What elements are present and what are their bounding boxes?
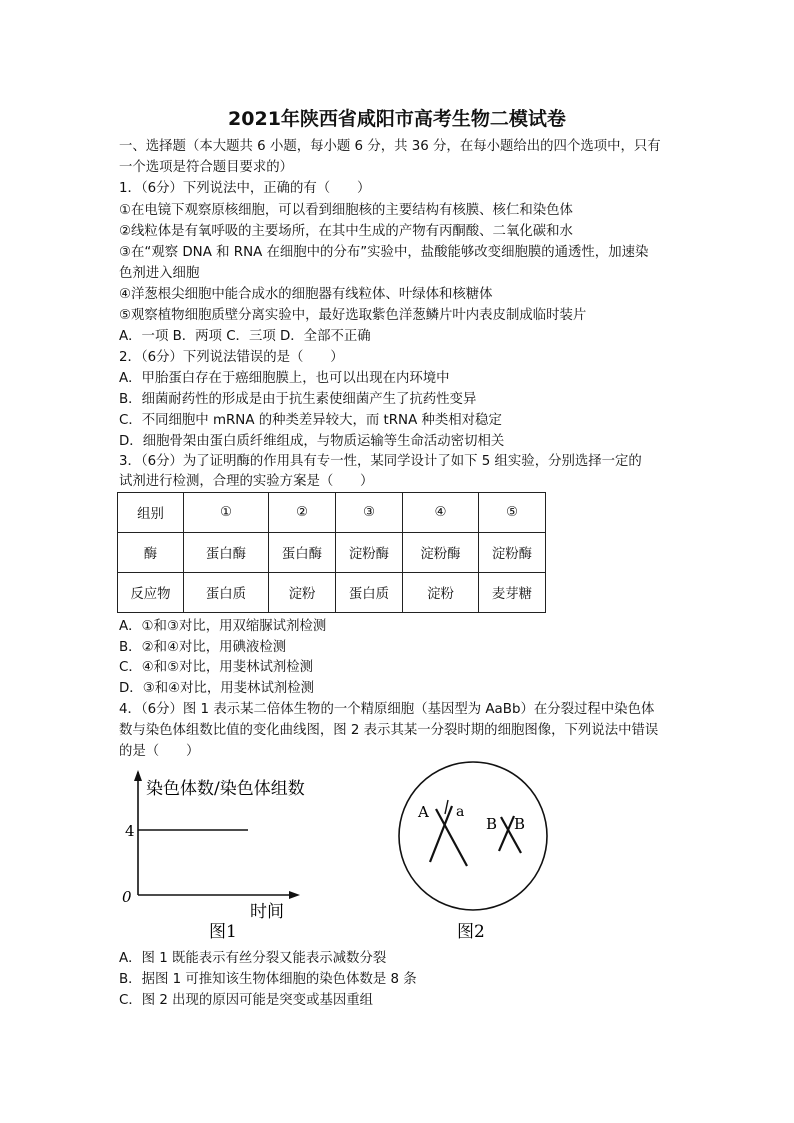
group-cell: ④ (403, 493, 479, 533)
group-cell: ③ (336, 493, 403, 533)
y-axis-arrow-icon (134, 770, 142, 781)
row-header-substrate: 反应物 (118, 573, 184, 613)
enzyme-cell: 蛋白酶 (269, 533, 336, 573)
q2-option-a: A．甲胎蛋白存在于癌细胞膜上，也可以出现在内环境中 (119, 371, 450, 386)
q3-option-d: D．③和④对比，用斐林试剂检测 (119, 681, 315, 696)
x-axis-label: 时间 (250, 902, 284, 922)
figure-2-caption: 图2 (457, 922, 485, 942)
q1-options: A．一项 B．两项 C．三项 D．全部不正确 (119, 329, 371, 344)
cell-outline (399, 762, 547, 910)
group-cell: ② (269, 493, 336, 533)
substrate-cell: 蛋白质 (336, 573, 403, 613)
q4-stem-line2: 数与染色体组数比值的变化曲线图，图 2 表示其某一分裂时期的细胞图像，下列说法中错误 (119, 723, 659, 738)
q1-item: ①在电镜下观察原核细胞，可以看到细胞核的主要结构有核膜、核仁和染色体 (119, 203, 573, 218)
q4-option-a: A．图 1 既能表示有丝分裂又能表示减数分裂 (119, 951, 387, 966)
section-intro-line1: 一、选择题（本大题共 6 小题，每小题 6 分，共 36 分，在每小题给出的四个选项中，只有 (119, 139, 661, 154)
figure-2 (399, 762, 547, 942)
q1-item: ③在“观察 DNA 和 RNA 在细胞中的分布”实验中，盐酸能够改变细胞膜的通透性，加速染 (119, 245, 649, 260)
substrate-cell: 蛋白质 (184, 573, 269, 613)
q1-item: ⑤观察植物细胞质壁分离实验中，最好选取紫色洋葱鳞片叶内表皮制成临时装片 (119, 308, 587, 323)
q1-item: 色剂进入细胞 (119, 266, 200, 281)
substrate-cell: 麦芽糖 (479, 573, 546, 613)
chromosome (499, 816, 514, 851)
q3-stem-line1: 3．（6分）为了证明酶的作用具有专一性，某同学设计了如下 5 组实验，分别选择一定的 (119, 454, 642, 469)
q2-option-d: D．细胞骨架由蛋白质纤维组成，与物质运输等生命活动密切相关 (119, 434, 505, 449)
q4-stem-line1: 4．（6分）图 1 表示某二倍体生物的一个精原细胞（基因型为 AaBb）在分裂过程中染色体 (119, 702, 655, 717)
enzyme-cell: 淀粉酶 (479, 533, 546, 573)
q1-item: ②线粒体是有氧呼吸的主要场所，在其中生成的产物有丙酮酸、二氧化碳和水 (119, 224, 573, 239)
substrate-cell: 淀粉 (403, 573, 479, 613)
q3-stem-line2: 试剂进行检测，合理的实验方案是（ ） (119, 474, 374, 489)
group-cell: ⑤ (479, 493, 546, 533)
x-axis-arrow-icon (289, 891, 300, 899)
q4-stem-line3: 的是（ ） (119, 744, 200, 759)
row-header-enzyme: 酶 (118, 533, 184, 573)
gene-label-b-left: B (486, 815, 498, 833)
gene-label-b-right: B (514, 815, 526, 833)
gene-label-a-lower: a (456, 804, 465, 820)
figure-1 (122, 770, 305, 942)
q4-option-c: C．图 2 出现的原因可能是突变或基因重组 (119, 993, 374, 1008)
centromere-mark (445, 800, 448, 814)
substrate-cell: 淀粉 (269, 573, 336, 613)
enzyme-cell: 淀粉酶 (336, 533, 403, 573)
enzyme-cell: 蛋白酶 (184, 533, 269, 573)
origin-label: 0 (122, 888, 132, 906)
q1-stem: 1．（6分）下列说法中，正确的有（ ） (119, 181, 371, 196)
page-title: 2021年陕西省咸阳市高考生物二模试卷 (228, 108, 566, 130)
section-intro-line2: 一个选项是符合题目要求的） (119, 160, 294, 175)
q3-option-a: A．①和③对比，用双缩脲试剂检测 (119, 619, 327, 634)
q2-option-b: B．细菌耐药性的形成是由于抗生素使细菌产生了抗药性变异 (119, 392, 477, 407)
enzyme-cell: 淀粉酶 (403, 533, 479, 573)
q1-item: ④洋葱根尖细胞中能合成水的细胞器有线粒体、叶绿体和核糖体 (119, 287, 493, 302)
q4-option-b: B．据图 1 可推知该生物体细胞的染色体数是 8 条 (119, 972, 417, 987)
q2-stem: 2．（6分）下列说法错误的是（ ） (119, 350, 344, 365)
q3-option-c: C．④和⑤对比，用斐林试剂检测 (119, 660, 314, 675)
y-axis-label: 染色体数/染色体组数 (146, 779, 305, 799)
group-cell: ① (184, 493, 269, 533)
gene-label-a-upper: A (418, 803, 429, 821)
row-header-group: 组别 (118, 493, 184, 533)
y-tick-label: 4 (125, 822, 135, 840)
q2-option-c: C．不同细胞中 mRNA 的种类差异较大，而 tRNA 种类相对稳定 (119, 413, 502, 428)
figure-1-caption: 图1 (209, 922, 237, 942)
q3-option-b: B．②和④对比，用碘液检测 (119, 640, 287, 655)
